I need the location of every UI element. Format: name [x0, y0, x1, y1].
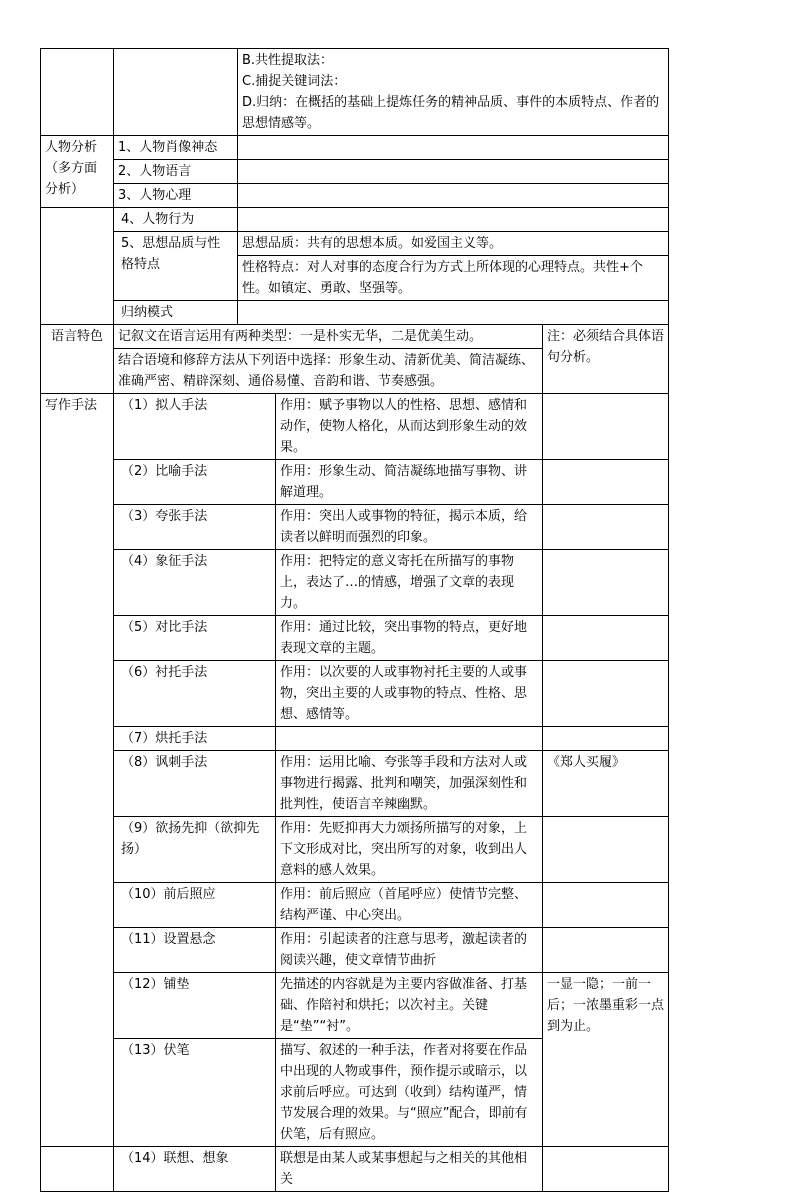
table-cell — [41, 49, 114, 136]
table-cell — [238, 160, 669, 184]
technique-note — [543, 616, 669, 661]
table-row — [41, 325, 669, 349]
technique-note — [543, 550, 669, 616]
xiezuo-label: 写作手法 — [41, 394, 114, 1147]
yuyan-line1: 记叙文在语言运用有两种类型：一是朴实无华，二是优美生动。 — [114, 325, 543, 349]
technique-name: （10）前后照应 — [114, 883, 276, 928]
document-table — [40, 48, 669, 1192]
renwu-item: 2、人物语言 — [114, 160, 238, 184]
table-row — [41, 727, 669, 751]
technique-desc: 作用：通过比较，突出事物的特点，更好地表现文章的主题。 — [276, 616, 543, 661]
technique-desc — [276, 727, 543, 751]
technique-note: 一显一隐；一前一后；一浓墨重彩一点到为止。 — [543, 973, 669, 1147]
table-row — [41, 232, 669, 256]
technique-note — [543, 505, 669, 550]
method-c: C.捕捉关键词法： — [242, 74, 347, 89]
technique-desc: 先描述的内容就是为主要内容做准备、打基础、作陪衬和烘托；以次衬主。关键是“垫”“衬”。 — [276, 973, 543, 1039]
table-cell — [114, 49, 238, 136]
technique-note — [543, 661, 669, 727]
technique-name: （1）拟人手法 — [114, 394, 276, 460]
table-cell — [41, 208, 114, 325]
technique-desc: 作用：以次要的人或事物衬托主要的人或事物，突出主要的人或事物的特点、性格、思想、感情等。 — [276, 661, 543, 727]
table-row — [41, 616, 669, 661]
technique-desc: 作用：运用比喻、夸张等手段和方法对人或事物进行揭露、批判和嘲笑，加强深刻性和批判性，使语言辛辣幽默。 — [276, 751, 543, 817]
technique-name: （3）夸张手法 — [114, 505, 276, 550]
technique-name: （7）烘托手法 — [114, 727, 276, 751]
table-row — [41, 505, 669, 550]
table-row — [41, 184, 669, 208]
technique-note — [543, 817, 669, 883]
table-row — [41, 550, 669, 616]
technique-note — [543, 394, 669, 460]
method-b: B.共性提取法： — [242, 53, 334, 68]
renwu-item: 3、人物心理 — [114, 184, 238, 208]
guina-text: 归纳模式 — [114, 301, 238, 325]
table-cell — [238, 301, 669, 325]
technique-desc: 描写、叙述的一种手法，作者对将要在作品中出现的人物或事件，预作提示或暗示，以求前后呼应。可达到（收到）结构谨严，情节发展合理的效果。与“照应”配合，即前有伏笔，后有照应。 — [276, 1039, 543, 1147]
technique-name: （2）比喻手法 — [114, 460, 276, 505]
table-row — [41, 208, 669, 232]
technique-name: （4）象征手法 — [114, 550, 276, 616]
technique-name: （14）联想、想象 — [114, 1147, 276, 1192]
technique-name: （9）欲扬先抑（欲抑先扬） — [114, 817, 276, 883]
technique-note — [543, 1147, 669, 1192]
yuyan-note: 注：必须结合具体语句分析。 — [543, 325, 669, 394]
technique-desc: 作用：引起读者的注意与思考，激起读者的阅读兴趣，使文章情节曲折 — [276, 928, 543, 973]
table-row — [41, 160, 669, 184]
table-row — [41, 1147, 669, 1192]
table-row — [41, 394, 669, 460]
technique-desc: 作用：前后照应（首尾呼应）使情节完整、结构严谨、中心突出。 — [276, 883, 543, 928]
technique-name: （11）设置悬念 — [114, 928, 276, 973]
technique-note: 《郑人买履》 — [543, 751, 669, 817]
method-d: D.归纳：在概括的基础上提炼任务的精神品质、事件的本质特点、作者的思想情感等。 — [242, 95, 660, 131]
yuyan-label: 语言特色 — [41, 325, 114, 394]
renwu-label: 人物分析（多方面分析） — [41, 136, 114, 208]
renwu-item: 5、思想品质与性格特点 — [114, 232, 238, 301]
table-row — [41, 136, 669, 160]
sixiang-text: 思想品质：共有的思想本质。如爱国主义等。 — [238, 232, 669, 256]
technique-note — [543, 460, 669, 505]
technique-name: （12）铺垫 — [114, 973, 276, 1039]
renwu-item: 4、人物行为 — [114, 208, 238, 232]
technique-name: （8）讽刺手法 — [114, 751, 276, 817]
technique-desc: 作用：突出人或事物的特征，揭示本质，给读者以鲜明而强烈的印象。 — [276, 505, 543, 550]
technique-desc: 作用：形象生动、简洁凝练地描写事物、讲解道理。 — [276, 460, 543, 505]
table-cell — [238, 208, 669, 232]
table-row — [41, 883, 669, 928]
table-row — [41, 301, 669, 325]
technique-desc: 作用：先贬抑再大力颂扬所描写的对象，上下文形成对比，突出所写的对象，收到出人意料的感人效果。 — [276, 817, 543, 883]
technique-desc: 作用：赋予事物以人的性格、思想、感情和动作，使物人格化，从而达到形象生动的效果。 — [276, 394, 543, 460]
technique-note — [543, 928, 669, 973]
technique-note — [543, 727, 669, 751]
table-row — [41, 973, 669, 1039]
table-row — [41, 751, 669, 817]
technique-name: （13）伏笔 — [114, 1039, 276, 1147]
table-row — [41, 661, 669, 727]
technique-desc: 联想是由某人或某事想起与之相关的其他相关 — [276, 1147, 543, 1192]
technique-name: （6）衬托手法 — [114, 661, 276, 727]
table-row — [41, 928, 669, 973]
table-cell — [238, 49, 669, 136]
xingge-text: 性格特点：对人对事的态度合行为方式上所体现的心理特点。共性+个性。如镇定、勇敢、坚强等。 — [238, 256, 669, 301]
table-cell — [238, 184, 669, 208]
technique-note — [543, 883, 669, 928]
table-row — [41, 817, 669, 883]
technique-desc: 作用：把特定的意义寄托在所描写的事物上，表达了…的情感，增强了文章的表现力。 — [276, 550, 543, 616]
table-row — [41, 49, 669, 136]
renwu-item: 1、人物肖像神态 — [114, 136, 238, 160]
table-row — [41, 460, 669, 505]
yuyan-line2: 结合语境和修辞方法从下列语中选择：形象生动、清新优美、简洁凝练、准确严密、精辟深刻、通俗易懂、音韵和谐、节奏感强。 — [114, 349, 543, 394]
technique-name: （5）对比手法 — [114, 616, 276, 661]
table-cell — [238, 136, 669, 160]
table-cell — [41, 1147, 114, 1192]
